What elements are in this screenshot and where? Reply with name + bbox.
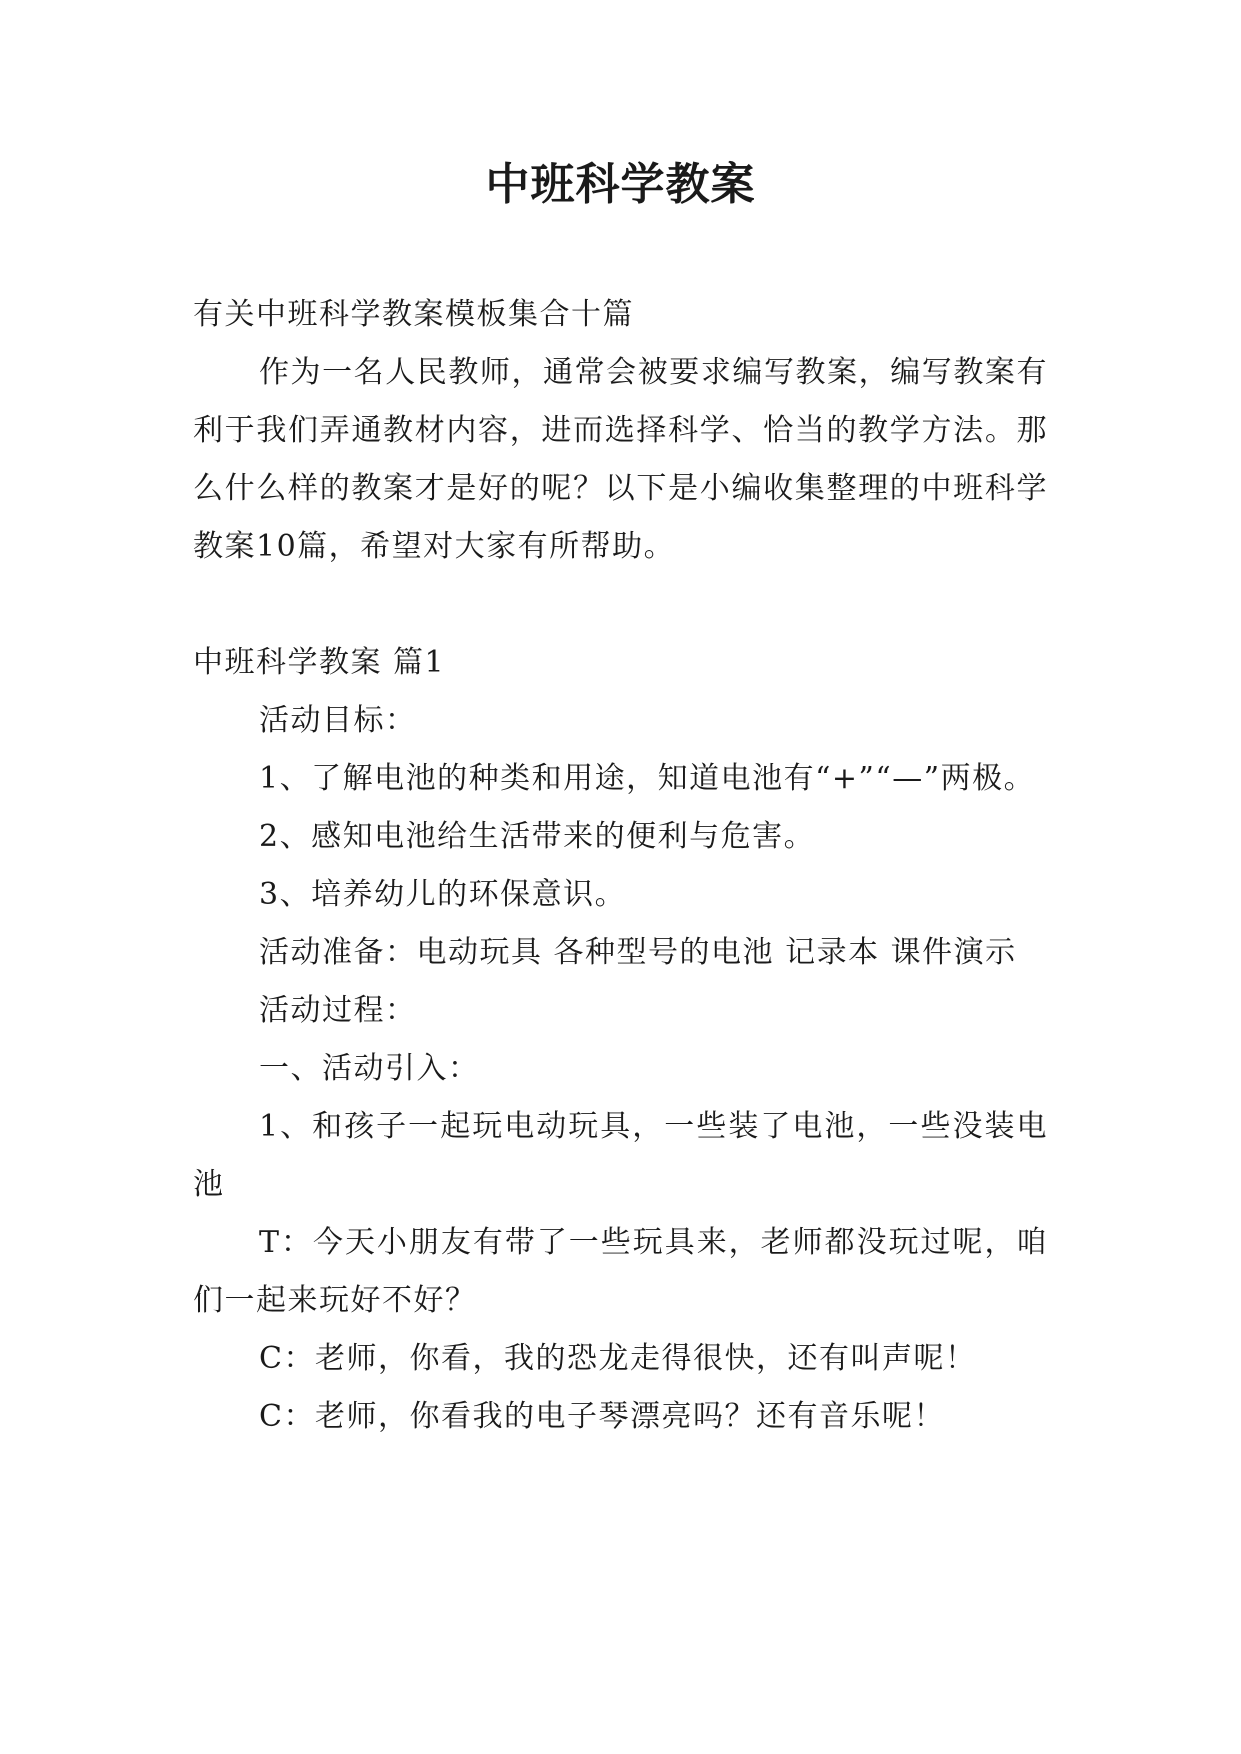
- section-paragraph: 1、了解电池的种类和用途，知道电池有“+”“—”两极。: [259, 761, 1036, 796]
- document-subtitle: 有关中班科学教案模板集合十篇: [193, 297, 634, 332]
- section-paragraph: 活动目标：: [259, 703, 417, 738]
- section-paragraph: T：今天小朋友有带了一些玩具来，老师都没玩过呢，咱们一起来玩好不好？: [193, 1225, 1048, 1318]
- section-paragraph: 一、活动引入：: [259, 1051, 480, 1086]
- section-paragraph: 3、培养幼儿的环保意识。: [259, 877, 627, 912]
- section-paragraph: C：老师，你看我的电子琴漂亮吗？还有音乐呢！: [259, 1399, 945, 1434]
- intro-paragraph: 作为一名人民教师，通常会被要求编写教案，编写教案有利于我们弄通教材内容，进而选择科学、恰当的教学方法。那么什么样的教案才是好的呢？以下是小编收集整理的中班科学教案10篇，希望对大家有所帮助。: [193, 355, 1048, 564]
- section-paragraph: 2、感知电池给生活带来的便利与危害。: [259, 819, 816, 854]
- section-paragraph: 活动准备：电动玩具 各种型号的电池 记录本 课件演示: [259, 935, 1017, 970]
- page-title: 中班科学教案: [485, 159, 756, 210]
- section-paragraph: C：老师，你看，我的恐龙走得很快，还有叫声呢！: [259, 1341, 977, 1376]
- section-paragraph: 1、和孩子一起玩电动玩具，一些装了电池，一些没装电池: [193, 1109, 1048, 1202]
- section-heading: 中班科学教案 篇1: [193, 645, 446, 680]
- document-body: [193, 286, 1048, 1446]
- section-paragraph: 活动过程：: [259, 993, 417, 1028]
